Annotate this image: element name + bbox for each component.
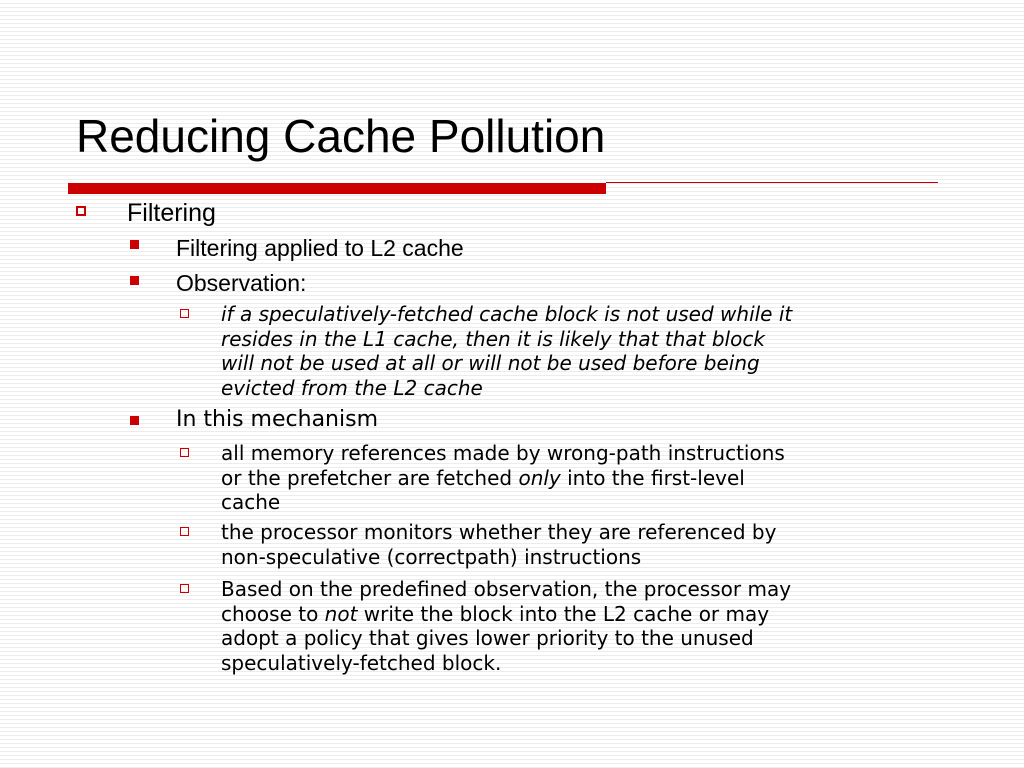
emphasis-only: only [518, 465, 561, 490]
emphasis-not: not [324, 601, 358, 626]
observation-text [221, 302, 792, 400]
observation-line-3: will not be used at all or will not be used before being [221, 351, 760, 375]
bullet-filtering-l2: Filtering applied to L2 cache [176, 235, 464, 261]
hollow-square-bullet-icon [76, 206, 86, 216]
mech2-line-2: non-speculative (correctpath) instructions [221, 544, 642, 569]
mech1-line-3: cache [221, 490, 281, 514]
slide-title: Reducing Cache Pollution [76, 110, 606, 162]
mech3-line-4: speculatively-fetched block. [221, 650, 502, 675]
hollow-square-bullet-icon [180, 527, 189, 536]
hollow-square-bullet-icon [180, 584, 189, 593]
bullet-filtering: Filtering [127, 199, 216, 227]
mechanism-item-2 [221, 520, 776, 569]
mech3-line-2: choose to not write the block into the L2 cache or may [221, 601, 770, 626]
observation-line-2: resides in the L1 cache, then it is likely that that block [221, 326, 765, 351]
mech1-line-2: or the prefetcher are fetched only into the first-level [221, 465, 745, 490]
hollow-square-bullet-icon [180, 448, 189, 457]
solid-square-bullet-icon [130, 240, 139, 249]
bullet-mechanism: In this mechanism [176, 407, 378, 432]
observation-line-1: if a speculatively-fetched cache block is not used while it [221, 302, 793, 326]
mechanism-item-3 [221, 577, 791, 675]
observation-line-4: evicted from the L2 cache [221, 375, 483, 400]
mech3-line-1: Based on the predefined observation, the processor may [221, 577, 792, 601]
solid-square-bullet-icon [130, 416, 139, 425]
mech1-line-1: all memory references made by wrong-path instructions [221, 441, 785, 465]
hollow-square-bullet-icon [180, 309, 189, 318]
mech3-line-3: adopt a policy that gives lower priority to the unused [221, 626, 754, 650]
solid-square-bullet-icon [130, 276, 139, 285]
mechanism-item-1 [221, 441, 785, 515]
bullet-observation: Observation: [176, 270, 307, 296]
mech2-line-1: the processor monitors whether they are referenced by [221, 520, 777, 544]
